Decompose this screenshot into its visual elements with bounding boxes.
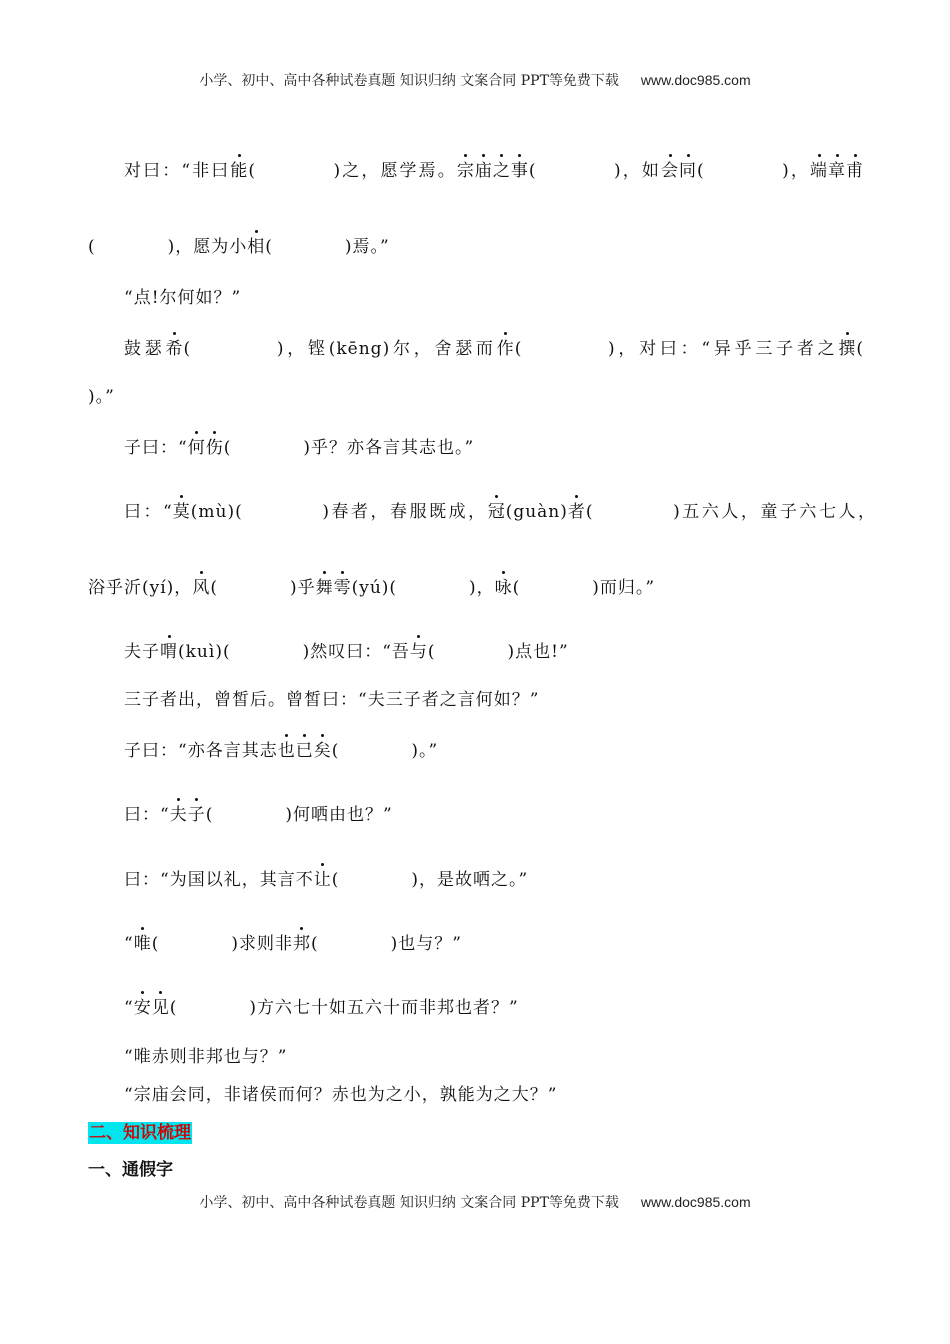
line-text: “点!尔何如？” [124, 288, 242, 308]
emphasis-char: 舞 [315, 578, 334, 598]
text-line [124, 997, 519, 1019]
text-line [88, 577, 655, 599]
emphasis-char: 咏 [494, 578, 513, 598]
footer-url[interactable]: www.doc985.com [640, 1194, 751, 1210]
line-text: “宗庙会同，非诸侯而何？赤也为之小，孰能为之大？” [124, 1085, 558, 1105]
emphasis-char: 同 [679, 161, 697, 181]
text-line [124, 437, 474, 459]
dotted-text [488, 502, 506, 522]
dotted-text [568, 502, 586, 522]
text-line [124, 1084, 557, 1106]
line-text: ( )求则非 [151, 934, 293, 954]
emphasis-char: 甫 [846, 161, 865, 181]
emphasis-char: 唯 [133, 934, 152, 954]
text-line [124, 338, 864, 360]
emphasis-char: 夫 [169, 805, 188, 825]
dotted-text [495, 578, 513, 598]
line-text: ( )方六七十如五六十而非邦也者？” [169, 998, 519, 1018]
dotted-text [170, 805, 206, 825]
text-line [88, 236, 390, 258]
emphasis-char: 见 [151, 998, 170, 1018]
emphasis-char: 邦 [292, 934, 311, 954]
emphasis-char: 风 [192, 578, 211, 598]
dotted-text [134, 998, 170, 1018]
text-line [124, 869, 528, 891]
dotted-text [166, 339, 184, 359]
dotted-text [661, 161, 697, 181]
emphasis-char: 章 [828, 161, 847, 181]
line-text: 三子者出，曾皙后。曾皙曰：“夫三子者之言何如？” [124, 690, 540, 710]
line-text: 对曰：“非曰 [124, 161, 231, 181]
line-text: (mù)( )春者，春服既成， [190, 502, 488, 522]
emphasis-char: 庙 [474, 161, 493, 181]
emphasis-char: 矣 [313, 741, 332, 761]
line-text: 鼓瑟 [124, 339, 166, 359]
line-text: 夫子 [124, 642, 160, 662]
emphasis-char: 希 [165, 339, 184, 359]
dotted-text [192, 578, 210, 598]
emphasis-char: 端 [810, 161, 829, 181]
text-line [124, 1046, 287, 1068]
emphasis-char: 相 [247, 237, 266, 257]
dotted-text [293, 934, 311, 954]
text-line [88, 386, 115, 408]
dotted-text [410, 642, 428, 662]
emphasis-char: 与 [409, 642, 428, 662]
dotted-text [316, 578, 352, 598]
line-text: ( [856, 339, 864, 359]
emphasis-char: 冠 [487, 502, 506, 522]
header-text: 小学、初中、高中各种试卷真题 知识归纳 文案合同 PPT等免费下载 [199, 73, 619, 89]
dotted-text [838, 339, 856, 359]
line-text: 曰：“ [124, 805, 170, 825]
emphasis-char: 安 [133, 998, 152, 1018]
emphasis-char: 已 [295, 741, 314, 761]
text-line [124, 933, 462, 955]
line-text: ( )。” [331, 741, 439, 761]
line-text: ( )五六人，童子六七人， [585, 502, 876, 522]
emphasis-char: 作 [496, 339, 515, 359]
text-line [124, 689, 539, 711]
line-text: ( )，是故哂之。” [331, 870, 529, 890]
dotted-text [810, 161, 864, 181]
dotted-text [230, 161, 248, 181]
emphasis-char: 莫 [172, 502, 191, 522]
emphasis-char: 之 [492, 161, 511, 181]
subsection-title: 一、通假字 [88, 1160, 173, 1180]
dotted-text [314, 870, 332, 890]
dotted-text [497, 339, 515, 359]
text-line [124, 501, 876, 523]
line-text: ( )何哂由也？” [205, 805, 393, 825]
header-url[interactable]: www.doc985.com [640, 72, 751, 88]
line-text: ( )之，愿学焉。 [248, 161, 457, 181]
emphasis-char: 也 [277, 741, 296, 761]
line-text: 曰：“为国以礼，其言不 [124, 870, 314, 890]
emphasis-char: 撰 [838, 339, 857, 359]
emphasis-char: 子 [187, 805, 206, 825]
line-text: ( )乎 [210, 578, 316, 598]
text-line [124, 641, 569, 663]
emphasis-char: 让 [313, 870, 332, 890]
emphasis-char: 者 [567, 502, 586, 522]
line-text: “唯赤则非邦也与？” [124, 1047, 288, 1067]
emphasis-char: 能 [230, 161, 249, 181]
line-text: (yú)( )， [351, 578, 495, 598]
emphasis-char: 雩 [333, 578, 352, 598]
emphasis-char: 何 [187, 438, 206, 458]
line-text: ( )，愿为小 [88, 237, 248, 257]
footer-text: 小学、初中、高中各种试卷真题 知识归纳 文案合同 PPT等免费下载 [199, 1195, 619, 1211]
underlined-dotted-text [188, 438, 224, 458]
line-text: ( )，如 [528, 161, 661, 181]
line-text: ( )，铿(kēng)尔，舍瑟而 [183, 339, 497, 359]
text-line [124, 287, 241, 309]
line-text: 曰：“ [124, 502, 173, 522]
section-title-highlight: 二、知识梳理 [89, 1123, 191, 1143]
line-text: ( )点也!” [427, 642, 569, 662]
emphasis-char: 宗 [456, 161, 475, 181]
line-text: ( )， [697, 161, 811, 181]
emphasis-char: 事 [510, 161, 529, 181]
emphasis-char: 会 [661, 161, 679, 181]
text-line [124, 740, 438, 762]
line-text: “ [124, 934, 134, 954]
line-text: ( )焉。” [265, 237, 390, 257]
text-line [124, 804, 393, 826]
dotted-text [173, 502, 191, 522]
dotted-text [457, 161, 529, 181]
line-text: “ [124, 998, 134, 1018]
line-text: ( )而归。” [512, 578, 656, 598]
line-text: 子曰：“亦各言其志 [124, 741, 278, 761]
page-footer [0, 1192, 950, 1212]
dotted-text [134, 934, 152, 954]
line-text: 子曰：“ [124, 438, 188, 458]
line-text: 浴乎沂(yí)， [88, 578, 193, 598]
line-text: )。” [88, 387, 115, 407]
dotted-text [247, 237, 265, 257]
line-text: ( )，对曰：“异乎三子者之 [514, 339, 839, 359]
line-text: ( )也与？” [310, 934, 462, 954]
line-text: (guàn) [505, 502, 568, 522]
section-title [88, 1118, 192, 1143]
emphasis-char: 伤 [205, 438, 224, 458]
line-text: (kuì)( )然叹曰：“吾 [178, 642, 410, 662]
dotted-text [160, 642, 178, 662]
page-header [0, 70, 950, 90]
emphasis-char: 喟 [160, 642, 178, 662]
dotted-text [278, 741, 332, 761]
text-line [124, 160, 864, 182]
line-text: ( )乎？亦各言其志也。” [223, 438, 475, 458]
